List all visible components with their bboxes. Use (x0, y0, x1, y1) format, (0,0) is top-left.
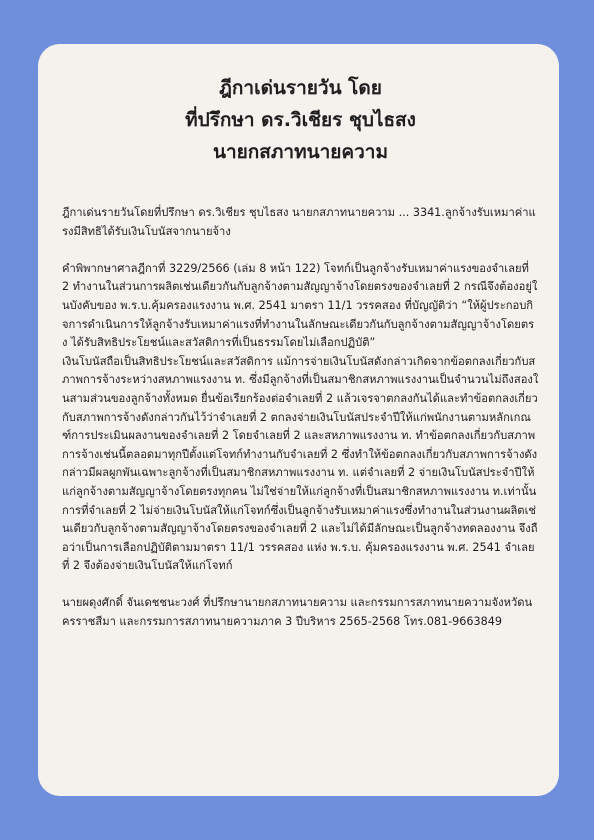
ruling-paragraph: คำพิพากษาศาลฎีกาที่ 3229/2566 (เล่ม 8 หน้า 122) โจทก์เป็นลูกจ้างรับเหมาค่าแรงของจำเลยที่ 2 ทำงานในส่วนการผลิตเช่นเดียวกันกับลูกจ้างตามสัญญาจ้างโดยตรงของจำเลยที่ 2 กรณีจึงต้องอยู่ในบังคับของ พ.ร.บ.คุ้มครองแรงงาน พ.ศ. 2541 มาตรา 11/1 วรรคสอง ที่บัญญัติว่า “ให้ผู้ประกอบกิจการดำเนินการให้ลูกจ้างรับเหมาค่าแรงที่ทำงานในลักษณะเดียวกันกับลูกจ้างตามสัญญาจ้างโดยตรง ได้รับสิทธิประโยชน์และสวัสดิการที่เป็นธรรมโดยไม่เลือกปฏิบัติ” (62, 261, 538, 350)
title-line-1: ฎีกาเด่นรายวัน โดย (219, 77, 382, 99)
title-line-3: นายกสภาทนายความ (213, 141, 388, 163)
document-card (38, 44, 559, 796)
document-title (62, 72, 539, 168)
author-paragraph: นายผดุงศักดิ์ จันเดชชนะวงศ์ ที่ปรึกษานายกสภาทนายความ และกรรมการสภาทนายความจังหวัดนครราชสีมา และกรรมการสภาทนายความภาค 3 ปีบริหาร 2565-2568 โทร.081-9663849 (62, 596, 533, 629)
intro-paragraph: ฎีกาเด่นรายวันโดยที่ปรึกษา ดร.วิเชียร ชุบไธสง นายกสภาทนายความ ... 3341.ลูกจ้างรับเหมาค่าแรงมีสิทธิได้รับเงินโบนัสจากนายจ้าง (62, 206, 536, 238)
body-paragraph: เงินโบนัสถือเป็นสิทธิประโยชน์และสวัสดิการ แม้การจ่ายเงินโบนัสดังกล่าวเกิดจากข้อตกลงเกี่ยวกับสภาพการจ้างระหว่างสหภาพแรงงาน ท. ซึ่งมีลูกจ้างที่เป็นสมาชิกสหภาพแรงงานเป็นจำนวนไม่ถึงสองในสามส่วนของลูกจ้างทั้งหมด ยื่นข้อเรียกร้องต่อจำเลยที่ 2 แล้วเจรจาตกลงกันได้และทำข้อตกลงเกี่ยวกับสภาพการจ้างดังกล่าวกันไว้ว่าจำเลยที่ 2 ตกลงจ่ายเงินโบนัสประจำปีให้แก่พนักงานตามหลักเกณฑ์การประเมินผลงานของจำเลยที่ 2 โดยจำเลยที่ 2 และสหภาพแรงงาน ท. ทำข้อตกลงเกี่ยวกับสภาพการจ้างเช่นนี้ตลอดมาทุกปีตั้งแต่โจทก์ทำงานกับจำเลยที่ 2 ซึ่งทำให้ข้อตกลงเกี่ยวกับสภาพการจ้างดังกล่าวมีผลผูกพันเฉพาะลูกจ้างที่เป็นสมาชิกสหภาพแรงงาน ท. แต่จำเลยที่ 2 จ่ายเงินโบนัสประจำปีให้แก่ลูกจ้างตามสัญญาจ้างโดยตรงทุกคน ไม่ใช่จ่ายให้แก่ลูกจ้างที่เป็นสมาชิกสหภาพแรงงาน ท.เท่านั้น การที่จำเลยที่ 2 ไม่จ่ายเงินโบนัสให้แก่โจทก์ซึ่งเป็นลูกจ้างรับเหมาค่าแรงซึ่งทำงานในส่วนงานผลิตเช่นเดียวกับลูกจ้างตามสัญญาจ้างโดยตรงของจำเลยที่ 2 และไม่ได้มีลักษณะเป็นลูกจ้างทดลองงาน จึงถือว่าเป็นการเลือกปฏิบัติตามมาตรา 11/1 วรรคสอง แห่ง พ.ร.บ. คุ้มครองแรงงาน พ.ศ. 2541 จำเลยที่ 2 จึงต้องจ่ายเงินโบนัสให้แก่โจทก์ (62, 354, 539, 573)
title-line-2: ที่ปรึกษา ดร.วิเชียร ชุบไธสง (185, 109, 416, 131)
